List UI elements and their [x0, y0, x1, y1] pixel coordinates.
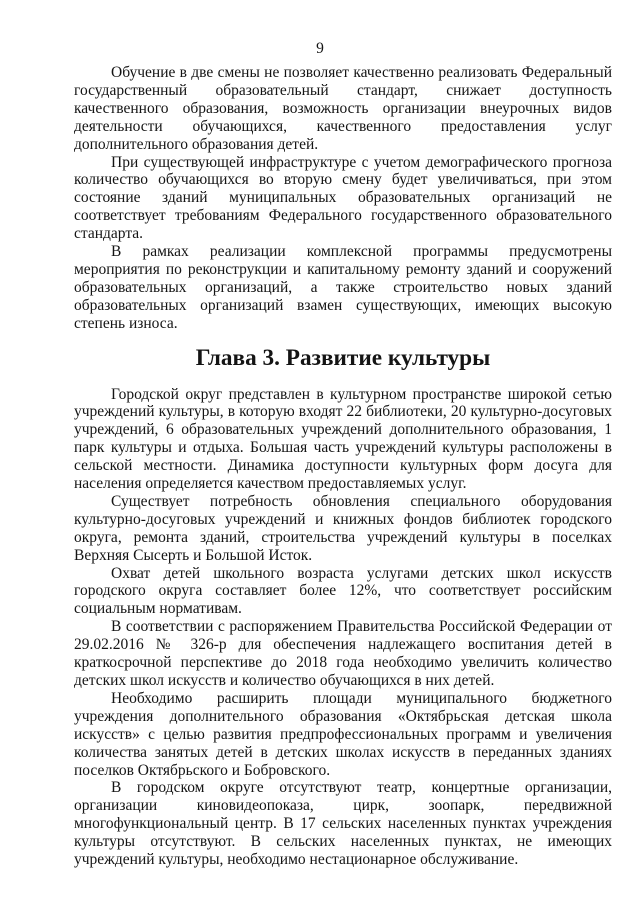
paragraph-infrastructure-forecast: При существующей инфраструктуре с учетом демографического прогноза количество обучающихся во вторую смену будет увеличиваться, при этом состояние зданий муниципальных образовательных организаций не соответствует требованиям Федерального государственного образовательного стандарта.	[74, 153, 612, 243]
paragraph-two-shift-education: Обучение в две смены не позволяет качественно реализовать Федеральный государственный образовательный стандарт, снижает доступность качественного образования, возможность организации внеурочных видов деятельности обучающихся, качественного предоставления услуг дополнительного образования детей.	[74, 64, 612, 153]
page-number: 9	[316, 40, 324, 57]
paragraph-art-school-expansion: Необходимо расширить площади муниципального бюджетного учреждения дополнительного образования «Октябрьская детская школа искусств» с целью развития предпрофессиональных программ и увеличения количества занятых детей в детских школах искусств в переданных зданиях поселков Октябрьского и Бобровского.	[74, 689, 612, 779]
paragraph-reconstruction-program: В рамках реализации комплексной программы предусмотрены мероприятия по реконструкции и капитальному ремонту зданий и сооружений образовательных организаций, а также строительство новых зданий образовательных организаций взамен существующих, имеющих высокую степень износа.	[74, 243, 612, 332]
paragraph-government-order: В соответствии с распоряжением Правительства Российской Федерации от 29.02.2016 № 326-р для обеспечения надлежащего воспитания детей в краткосрочной перспективе до 2018 года необходимо увеличить количество детских школ искусств и количество обучающихся в них детей.	[74, 618, 612, 689]
paragraph-culture-network: Городской округ представлен в культурном пространстве широкой сетью учреждений культуры, в которую входят 22 библиотеки, 20 культурно-досуговых учреждений, 6 образовательных учреждений дополнительного образования, 1 парк культуры и отдыха. Большая часть учреждений культуры расположены в сельской местности. Динамика доступности культурных форм досуга для населения определяется качеством предоставляемых услуг.	[74, 385, 612, 493]
page-body	[74, 64, 612, 869]
paragraph-missing-institutions: В городском округе отсутствуют театр, концертные организации, организации киновидеопоказа, цирк, зоопарк, передвижной многофункциональный центр. В 17 сельских населенных пунктах учреждения культуры отсутствуют. В сельских населенных пунктах, не имеющих учреждений культуры, необходимо нестационарное обслуживание.	[74, 779, 612, 869]
paragraph-equipment-needs: Существует потребность обновления специального оборудования культурно-досуговых учреждений и книжных фондов библиотек городского округа, ремонта зданий, строительства учреждений культуры в поселках Верхняя Сысерть и Большой Исток.	[74, 492, 612, 564]
paragraph-art-school-coverage: Охват детей школьного возраста услугами детских школ искусств городского округа составляет более 12%, что соответствует российским социальным нормативам.	[74, 564, 612, 618]
chapter-heading: Глава 3. Развитие культуры	[195, 344, 491, 371]
